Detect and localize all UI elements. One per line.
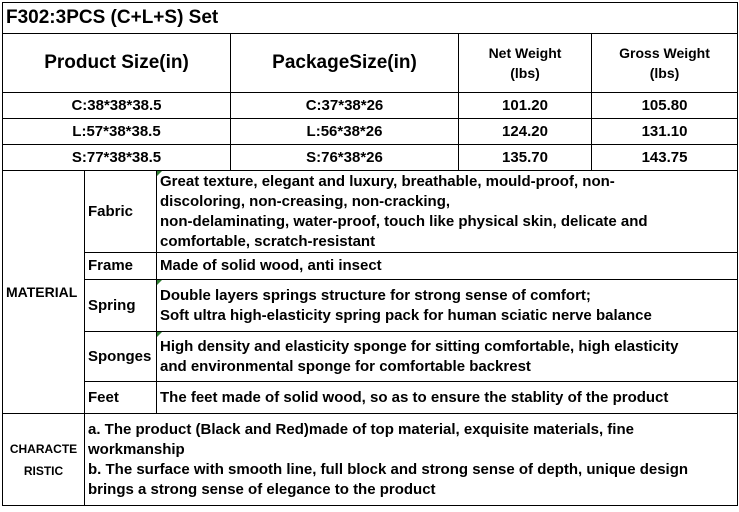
- header-net-weight: [459, 34, 592, 93]
- desc-line: High density and elasticity sponge for sitting comfortable, high elasticity: [160, 337, 679, 355]
- gross-weight-cell: 131.10: [592, 119, 738, 145]
- desc-line: Made of solid wood, anti insect: [160, 257, 382, 274]
- material-desc-frame: [157, 253, 738, 280]
- package-size-cell: L:56*38*26: [231, 119, 459, 145]
- desc-line: workmanship: [88, 440, 185, 458]
- desc-line: b. The surface with smooth line, full block and strong sense of depth, unique design: [88, 460, 689, 478]
- material-group-label: MATERIAL: [3, 171, 85, 414]
- material-name-fabric: Fabric: [85, 171, 157, 253]
- material-name-spring: Spring: [85, 280, 157, 332]
- desc-line: a. The product (Black and Red)made of top material, exquisite materials, fine: [88, 420, 634, 438]
- material-row-spring: [3, 280, 738, 332]
- material-row-feet: [3, 382, 738, 414]
- desc-line: and environmental sponge for comfortable backrest: [160, 357, 531, 375]
- desc-line: Double layers springs structure for strong sense of comfort;: [160, 286, 591, 304]
- header-row: [3, 34, 738, 93]
- characteristic-label-line2: RISTIC: [23, 463, 64, 478]
- material-name-sponges: Sponges: [85, 332, 157, 382]
- material-row-fabric: [3, 171, 738, 253]
- product-size-cell: S:77*38*38.5: [3, 145, 231, 171]
- material-row-sponges: [3, 332, 738, 382]
- material-row-frame: [3, 253, 738, 280]
- net-weight-cell: 135.70: [459, 145, 592, 171]
- gross-weight-cell: 143.75: [592, 145, 738, 171]
- title-row: [3, 3, 738, 34]
- material-name-frame: Frame: [85, 253, 157, 280]
- header-product-size: Product Size(in): [3, 34, 231, 93]
- desc-line: comfortable, scratch-resistant: [160, 232, 376, 250]
- desc-line: non-delaminating, water-proof, touch like physical skin, delicate and: [160, 212, 648, 230]
- characteristic-desc: [85, 414, 738, 506]
- material-desc-feet: [157, 382, 738, 414]
- size-row-s: [3, 145, 738, 171]
- header-gross-weight-line1: Gross Weight: [619, 45, 710, 61]
- package-size-cell: S:76*38*26: [231, 145, 459, 171]
- header-net-weight-line1: Net Weight: [488, 45, 562, 61]
- net-weight-cell: 124.20: [459, 119, 592, 145]
- product-size-cell: L:57*38*38.5: [3, 119, 231, 145]
- desc-line: discoloring, non-creasing, non-cracking,: [160, 192, 451, 210]
- spec-table: [2, 2, 738, 506]
- desc-line: Great texture, elegant and luxury, breathable, mould-proof, non-: [160, 172, 615, 190]
- desc-line: The feet made of solid wood, so as to ensure the stablity of the product: [160, 388, 669, 406]
- header-package-size: PackageSize(in): [231, 34, 459, 93]
- product-size-cell: C:38*38*38.5: [3, 93, 231, 119]
- characteristic-label: [3, 414, 85, 506]
- desc-line: Soft ultra high-elasticity spring pack for human sciatic nerve balance: [160, 306, 652, 324]
- net-weight-cell: 101.20: [459, 93, 592, 119]
- material-desc-spring: [157, 280, 738, 332]
- size-row-c: [3, 93, 738, 119]
- header-net-weight-line2: (lbs): [510, 65, 540, 81]
- characteristic-row: [3, 414, 738, 506]
- material-desc-sponges: [157, 332, 738, 382]
- material-name-feet: Feet: [85, 382, 157, 414]
- header-gross-weight-line2: (lbs): [649, 65, 680, 81]
- gross-weight-cell: 105.80: [592, 93, 738, 119]
- size-row-l: [3, 119, 738, 145]
- characteristic-label-line1: CHARACTE: [9, 441, 78, 456]
- header-gross-weight: [592, 34, 738, 93]
- desc-line: brings a strong sense of elegance to the product: [88, 480, 436, 498]
- material-desc-fabric: [157, 171, 738, 253]
- sheet-title: F302:3PCS (C+L+S) Set: [3, 3, 738, 34]
- package-size-cell: C:37*38*26: [231, 93, 459, 119]
